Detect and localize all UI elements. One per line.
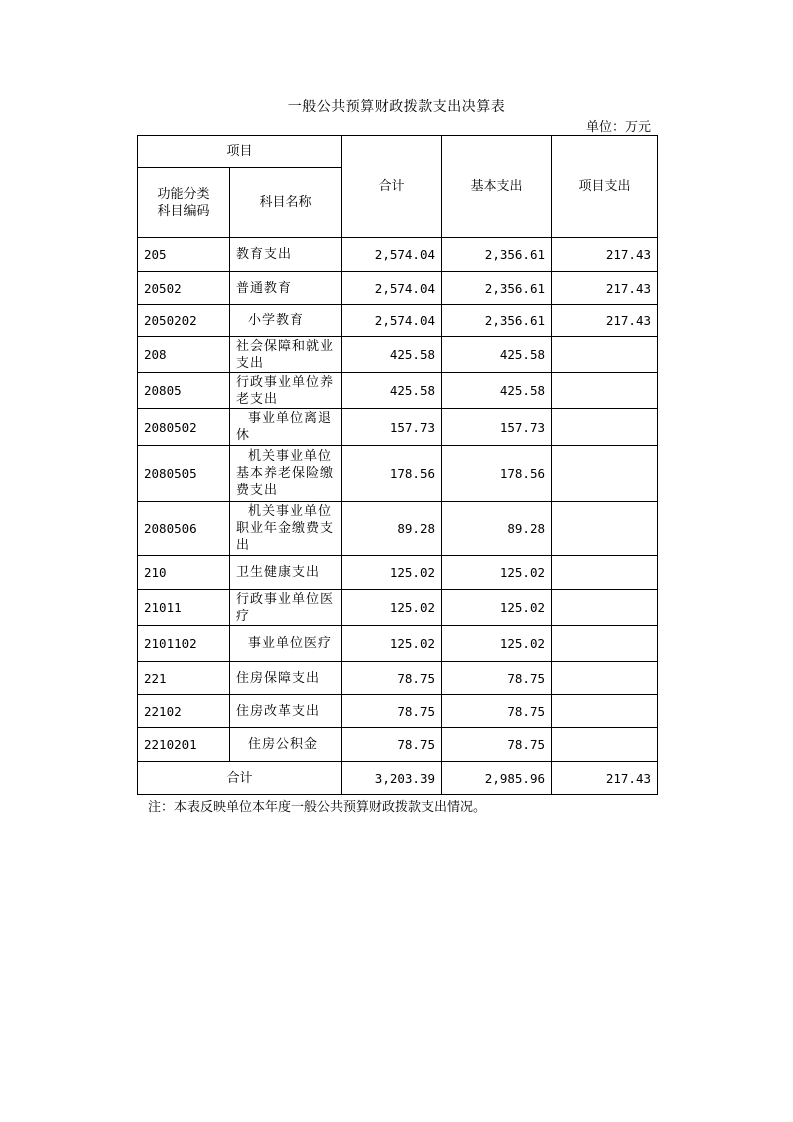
row-basic: 89.28: [442, 502, 552, 556]
row-total: 425.58: [342, 337, 442, 373]
totals-row: [138, 762, 658, 795]
table-row: [138, 728, 658, 762]
row-name: 事业单位离退休: [230, 409, 342, 446]
row-code: 205: [138, 238, 230, 272]
header-basic: 基本支出: [442, 136, 552, 238]
row-basic: 78.75: [442, 695, 552, 728]
row-basic: 425.58: [442, 373, 552, 409]
row-name: 教育支出: [230, 238, 342, 272]
row-code: 20805: [138, 373, 230, 409]
table-row: [138, 556, 658, 590]
row-total: 125.02: [342, 556, 442, 590]
row-project: [552, 373, 658, 409]
row-total: 89.28: [342, 502, 442, 556]
row-code: 2210201: [138, 728, 230, 762]
header-project: 项目支出: [552, 136, 658, 238]
row-name: 住房改革支出: [230, 695, 342, 728]
row-basic: 2,356.61: [442, 272, 552, 305]
row-code: 210: [138, 556, 230, 590]
row-code: 2080502: [138, 409, 230, 446]
row-basic: 78.75: [442, 662, 552, 695]
row-project: 217.43: [552, 305, 658, 337]
expenditure-table: [137, 135, 658, 795]
row-name: 住房公积金: [230, 728, 342, 762]
row-total: 425.58: [342, 373, 442, 409]
row-name: 社会保障和就业支出: [230, 337, 342, 373]
table-row: [138, 695, 658, 728]
row-name: 小学教育: [230, 305, 342, 337]
row-basic: 157.73: [442, 409, 552, 446]
row-basic: 125.02: [442, 556, 552, 590]
table-row: [138, 626, 658, 662]
row-project: 217.43: [552, 272, 658, 305]
table-row: [138, 337, 658, 373]
row-name: 事业单位医疗: [230, 626, 342, 662]
table-row: [138, 373, 658, 409]
row-project: [552, 337, 658, 373]
row-name: 住房保障支出: [230, 662, 342, 695]
row-project: [552, 695, 658, 728]
row-total: 78.75: [342, 662, 442, 695]
row-name: 卫生健康支出: [230, 556, 342, 590]
row-code: 20502: [138, 272, 230, 305]
table-row: [138, 305, 658, 337]
row-project: [552, 556, 658, 590]
row-code: 22102: [138, 695, 230, 728]
row-code: 2101102: [138, 626, 230, 662]
row-project: [552, 446, 658, 502]
row-basic: 178.56: [442, 446, 552, 502]
row-basic: 78.75: [442, 728, 552, 762]
totals-basic: 2,985.96: [442, 762, 552, 795]
row-total: 78.75: [342, 728, 442, 762]
row-name: 机关事业单位职业年金缴费支出: [230, 502, 342, 556]
table-row: [138, 590, 658, 626]
row-code: 21011: [138, 590, 230, 626]
row-code: 2050202: [138, 305, 230, 337]
header-name: 科目名称: [230, 168, 342, 238]
row-project: [552, 590, 658, 626]
header-code: 功能分类科目编码: [138, 168, 230, 238]
row-basic: 2,356.61: [442, 305, 552, 337]
row-name: 行政事业单位养老支出: [230, 373, 342, 409]
table-row: [138, 272, 658, 305]
row-basic: 2,356.61: [442, 238, 552, 272]
totals-total: 3,203.39: [342, 762, 442, 795]
row-total: 157.73: [342, 409, 442, 446]
row-project: [552, 409, 658, 446]
row-project: [552, 502, 658, 556]
header-item-group: 项目: [138, 136, 342, 168]
table-row: [138, 409, 658, 446]
totals-label: 合计: [138, 762, 342, 795]
row-total: 125.02: [342, 626, 442, 662]
row-project: [552, 728, 658, 762]
table-row: [138, 446, 658, 502]
row-code: 2080505: [138, 446, 230, 502]
row-name: 普通教育: [230, 272, 342, 305]
row-basic: 125.02: [442, 590, 552, 626]
row-code: 208: [138, 337, 230, 373]
row-name: 行政事业单位医疗: [230, 590, 342, 626]
row-total: 125.02: [342, 590, 442, 626]
report-title: 一般公共预算财政拨款支出决算表: [287, 99, 506, 115]
row-project: [552, 626, 658, 662]
row-code: 221: [138, 662, 230, 695]
table-row: [138, 238, 658, 272]
table-row: [138, 662, 658, 695]
row-total: 2,574.04: [342, 238, 442, 272]
row-total: 2,574.04: [342, 305, 442, 337]
row-total: 178.56: [342, 446, 442, 502]
header-total: 合计: [342, 136, 442, 238]
table-row: [138, 502, 658, 556]
row-basic: 425.58: [442, 337, 552, 373]
row-basic: 125.02: [442, 626, 552, 662]
row-project: 217.43: [552, 238, 658, 272]
row-project: [552, 662, 658, 695]
row-name: 机关事业单位基本养老保险缴费支出: [230, 446, 342, 502]
footnote: 注：本表反映单位本年度一般公共预算财政拨款支出情况。: [148, 800, 487, 815]
unit-label: 单位：万元: [585, 120, 651, 135]
row-total: 2,574.04: [342, 272, 442, 305]
totals-project: 217.43: [552, 762, 658, 795]
header-row-1: [138, 136, 658, 168]
row-total: 78.75: [342, 695, 442, 728]
row-code: 2080506: [138, 502, 230, 556]
